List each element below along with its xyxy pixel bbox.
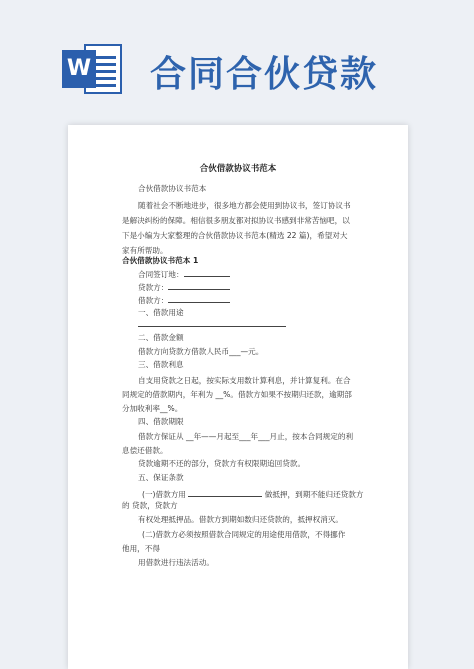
blank-line xyxy=(138,326,286,327)
doc-line: 下是小编为大家整理的合伙借款协议书范本(精选 22 篇)，希望对大 xyxy=(122,231,348,240)
doc-line-label: 贷款方： xyxy=(138,283,169,292)
doc-line: 随着社会不断地进步，很多地方都会使用到协议书，签订协议书 xyxy=(138,201,351,210)
doc-line: 同规定的借款期内，年利为 __%。借款方如果不按期归还款，逾期部 xyxy=(122,390,352,399)
doc-line: (二)借款方必须按照借款合同规定的用途使用借款，不得挪作 xyxy=(142,530,346,539)
banner-title: 合同合伙贷款 xyxy=(150,54,379,95)
doc-line: 他用，不得 xyxy=(122,544,160,553)
blank-line xyxy=(184,268,230,277)
doc-line: 贷款逾期不还的部分，贷款方有权限期追回贷款。 xyxy=(138,459,306,468)
doc-line: 借款方保证从 __年——月起至___年___月止，按本合同规定的利 xyxy=(138,432,354,441)
doc-line: 有权处理抵押品。借款方到期如数归还贷款的，抵押权消灭。 xyxy=(138,515,344,524)
doc-line-label: 合同签订地： xyxy=(138,270,184,279)
doc-line: 五、保证条款 xyxy=(138,473,184,482)
doc-line: 息偿还借款。 xyxy=(122,446,168,455)
section-heading: 合伙借款协议书范本 1 xyxy=(122,256,199,265)
doc-line-label: 借款方： xyxy=(138,296,169,305)
document-heading: 合伙借款协议书范本 xyxy=(199,164,277,174)
doc-line: 家有所帮助。 xyxy=(122,246,168,255)
doc-line: 二、借款金额 xyxy=(138,333,184,342)
doc-line: 四、借款期限 xyxy=(138,417,184,426)
doc-line: 借款方向贷款方借款人民币___—元。 xyxy=(138,347,264,356)
doc-line: 用借款进行违法活动。 xyxy=(138,558,214,567)
doc-line: 合伙借款协议书范本 xyxy=(138,184,207,193)
blank-line xyxy=(168,294,230,303)
doc-line xyxy=(138,281,230,293)
doc-line: 一、借款用途 xyxy=(138,308,184,317)
doc-line: 是解决纠纷的保障。相信很多朋友都对拟协议书感到非常苦恼吧，以 xyxy=(122,216,350,225)
doc-line: 的 贷款，贷款方 xyxy=(122,501,178,510)
blank-line xyxy=(188,488,262,497)
doc-line-label: 做抵押，到期不能归还贷款方 xyxy=(264,490,364,499)
doc-line xyxy=(138,294,230,306)
word-logo-letter: W xyxy=(62,50,96,88)
doc-line-label: (一)借款方用 xyxy=(142,490,186,499)
blank-line xyxy=(168,281,230,290)
doc-line: 三、借款利息 xyxy=(138,360,184,369)
doc-line: 分加收利率__%。 xyxy=(122,404,183,413)
document-page xyxy=(68,125,408,669)
doc-line xyxy=(138,268,230,280)
banner xyxy=(0,0,474,120)
doc-line xyxy=(142,488,363,500)
word-icon xyxy=(62,40,126,98)
doc-line: 自支用贷款之日起，按实际支用数计算利息，并计算复利。在合 xyxy=(138,376,351,385)
